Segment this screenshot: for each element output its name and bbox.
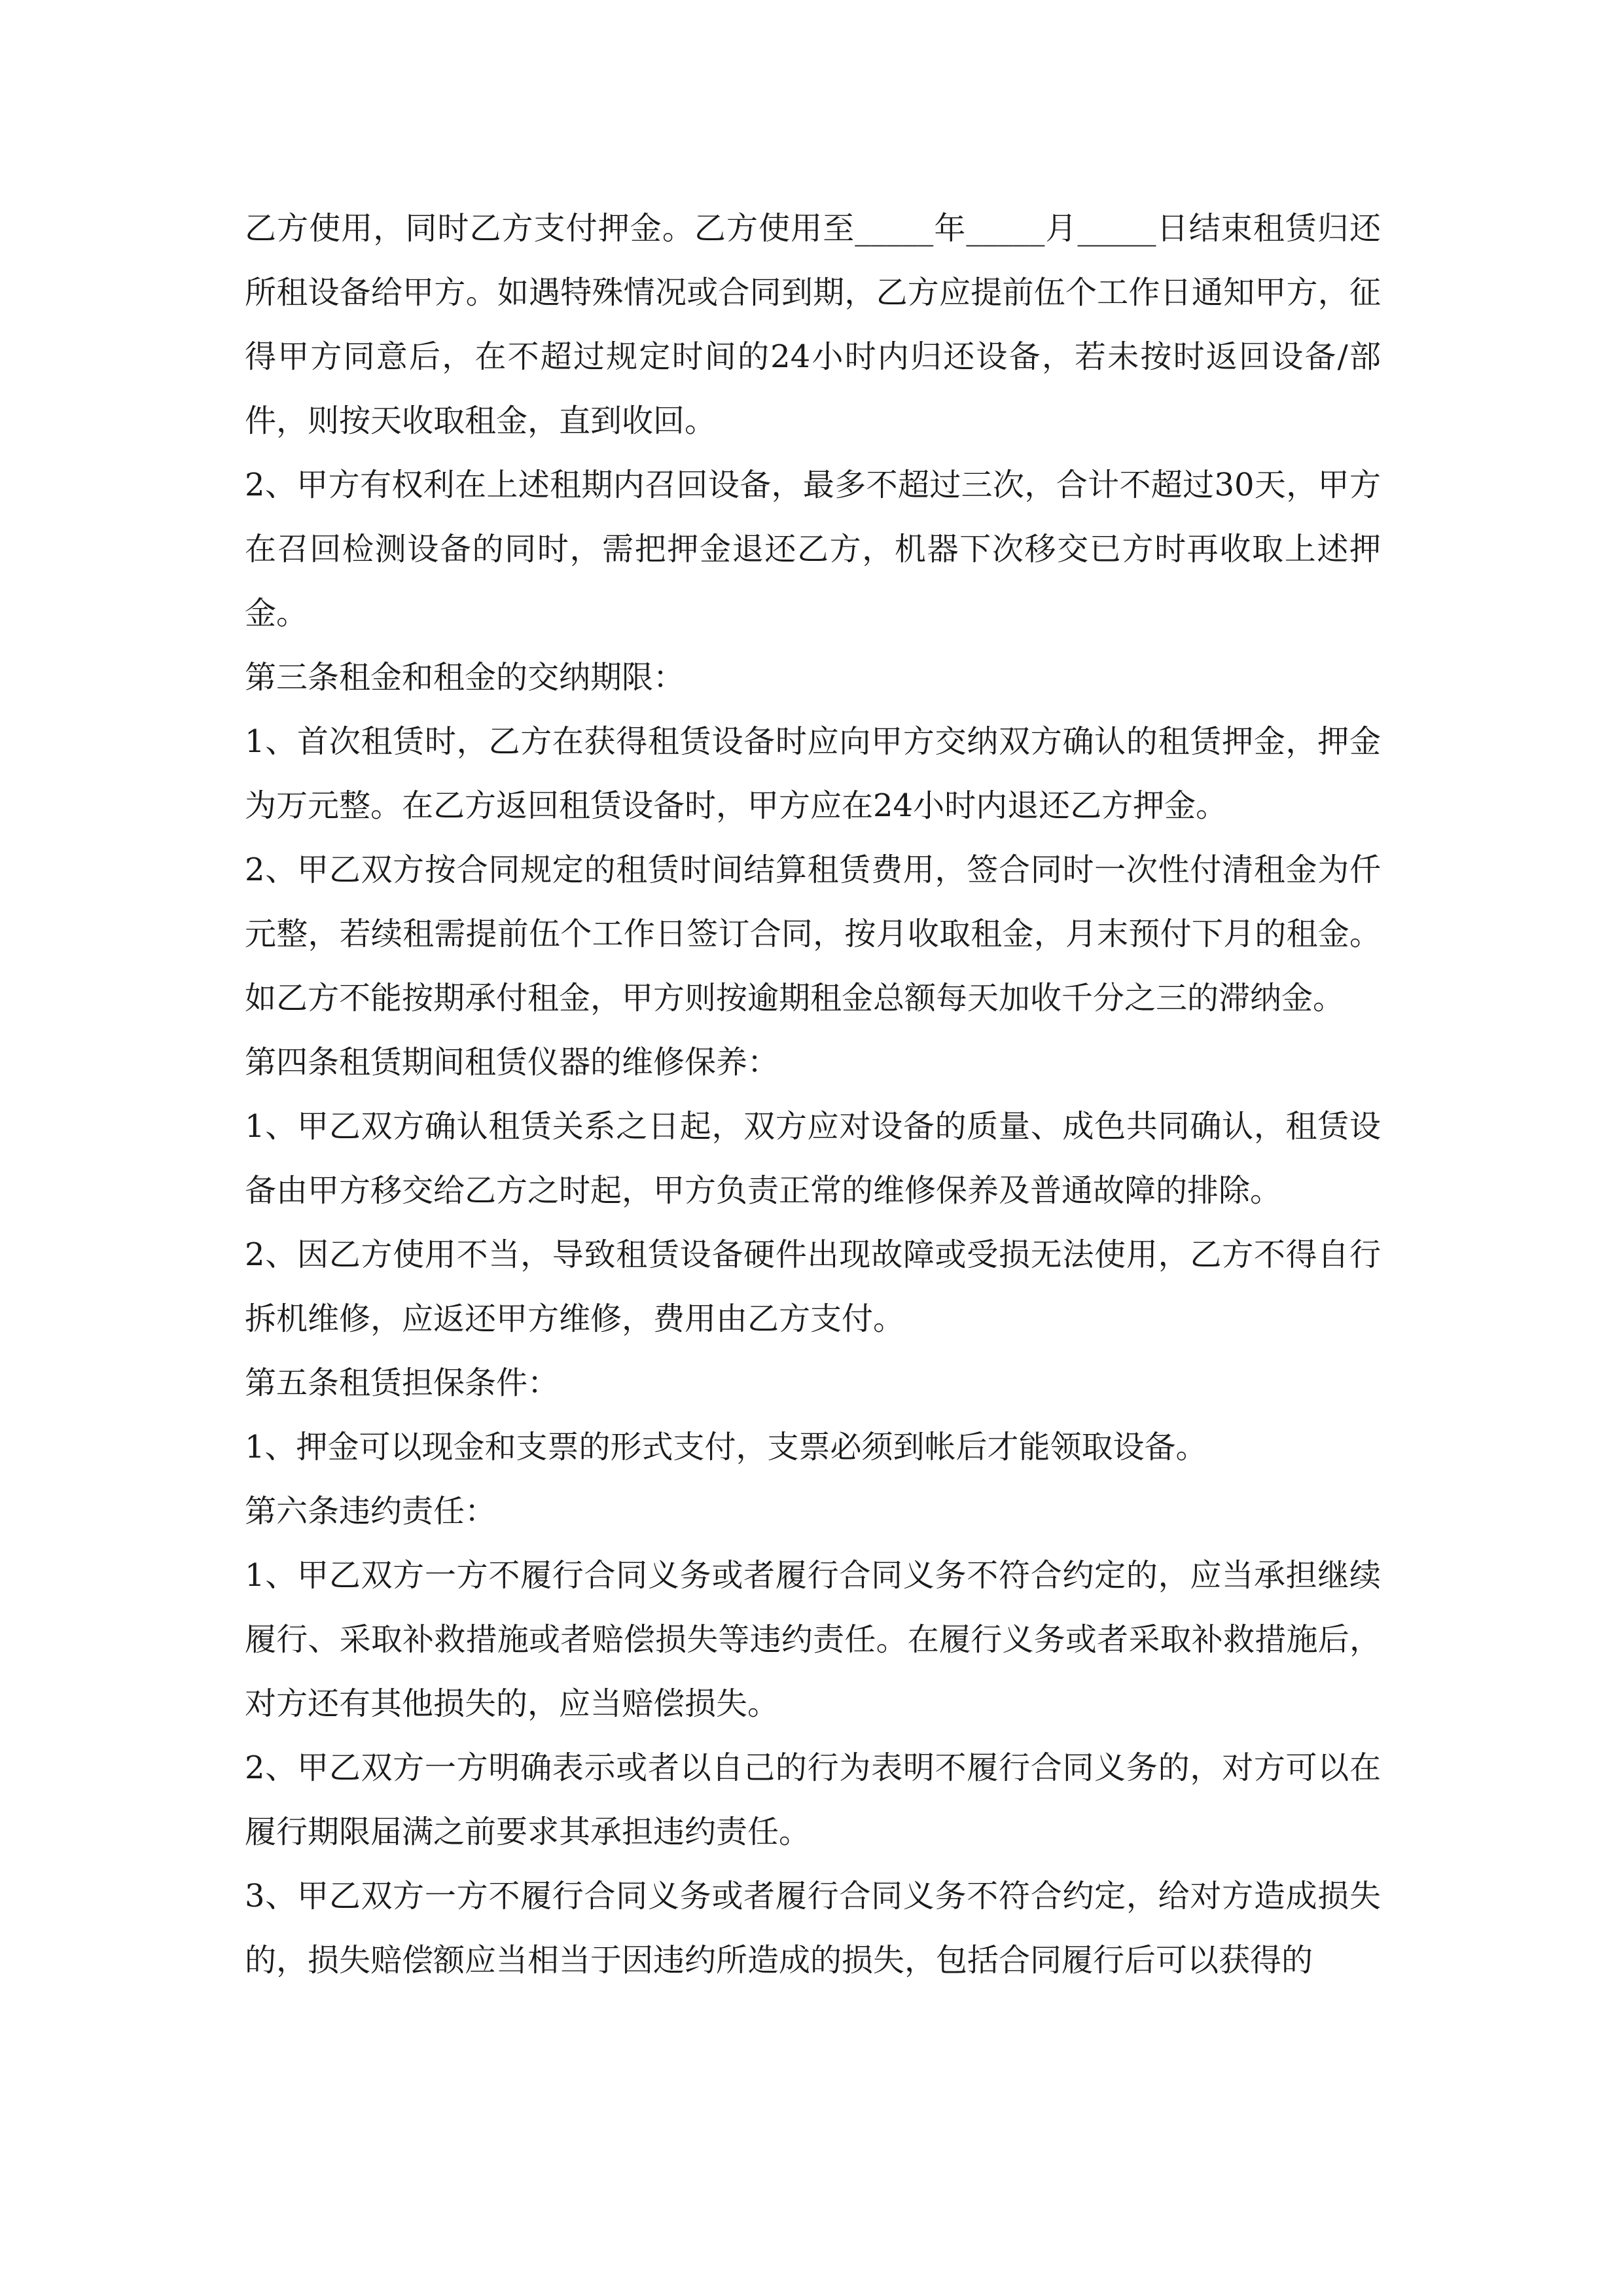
paragraph-liability-1: 1、甲乙双方一方不履行合同义务或者履行合同义务不符合约定的，应当承担继续履行、采取补救措施或者赔偿损失等违约责任。在履行义务或者采取补救措施后，对方还有其他损失的，应当赔偿损失。: [245, 1557, 1381, 1722]
document-body: [245, 196, 1381, 1992]
heading-article-6: 第六条违约责任：: [245, 1493, 497, 1530]
paragraph-maintenance-1: 1、甲乙双方确认租赁关系之日起，双方应对设备的质量、成色共同确认，租赁设备由甲方移交给乙方之时起，甲方负责正常的维修保养及普通故障的排除。: [245, 1108, 1381, 1209]
paragraph-liability-3: 3、甲乙双方一方不履行合同义务或者履行合同义务不符合约定，给对方造成损失的，损失赔偿额应当相当于因违约所造成的损失，包括合同履行后可以获得的: [245, 1878, 1381, 1979]
paragraph-recall-rights: 2、甲方有权利在上述租期内召回设备，最多不超过三次，合计不超过30天，甲方在召回检测设备的同时，需把押金退还乙方，机器下次移交已方时再收取上述押金。: [245, 467, 1381, 632]
paragraph-rent-payment: 2、甲乙双方按合同规定的租赁时间结算租赁费用，签合同时一次性付清租金为仟元整，若续租需提前伍个工作日签订合同，按月收取租金，月末预付下月的租金。如乙方不能按期承付租金，甲方则按逾期租金总额每天加收千分之三的滞纳金。: [245, 852, 1381, 1016]
paragraph-guarantee: 1、押金可以现金和支票的形式支付，支票必须到帐后才能领取设备。: [245, 1429, 1207, 1465]
heading-article-5: 第五条租赁担保条件：: [245, 1365, 560, 1401]
heading-article-4: 第四条租赁期间租赁仪器的维修保养：: [245, 1044, 779, 1081]
paragraph-liability-2: 2、甲乙双方一方明确表示或者以自己的行为表明不履行合同义务的，对方可以在履行期限届满之前要求其承担违约责任。: [245, 1749, 1381, 1850]
paragraph-deposit: 1、首次租赁时，乙方在获得租赁设备时应向甲方交纳双方确认的租赁押金，押金为万元整。在乙方返回租赁设备时，甲方应在24小时内退还乙方押金。: [245, 723, 1381, 824]
paragraph-maintenance-2: 2、因乙方使用不当，导致租赁设备硬件出现故障或受损无法使用，乙方不得自行拆机维修，应返还甲方维修，费用由乙方支付。: [245, 1236, 1381, 1337]
paragraph-return-terms: 乙方使用，同时乙方支付押金。乙方使用至_____年_____月_____日结束租赁归还所租设备给甲方。如遇特殊情况或合同到期，乙方应提前伍个工作日通知甲方，征得甲方同意后，在不超过规定时间的24小时内归还设备，若未按时返回设备/部件，则按天收取租金，直到收回。: [245, 210, 1381, 439]
heading-article-3: 第三条租金和租金的交纳期限：: [245, 659, 685, 696]
